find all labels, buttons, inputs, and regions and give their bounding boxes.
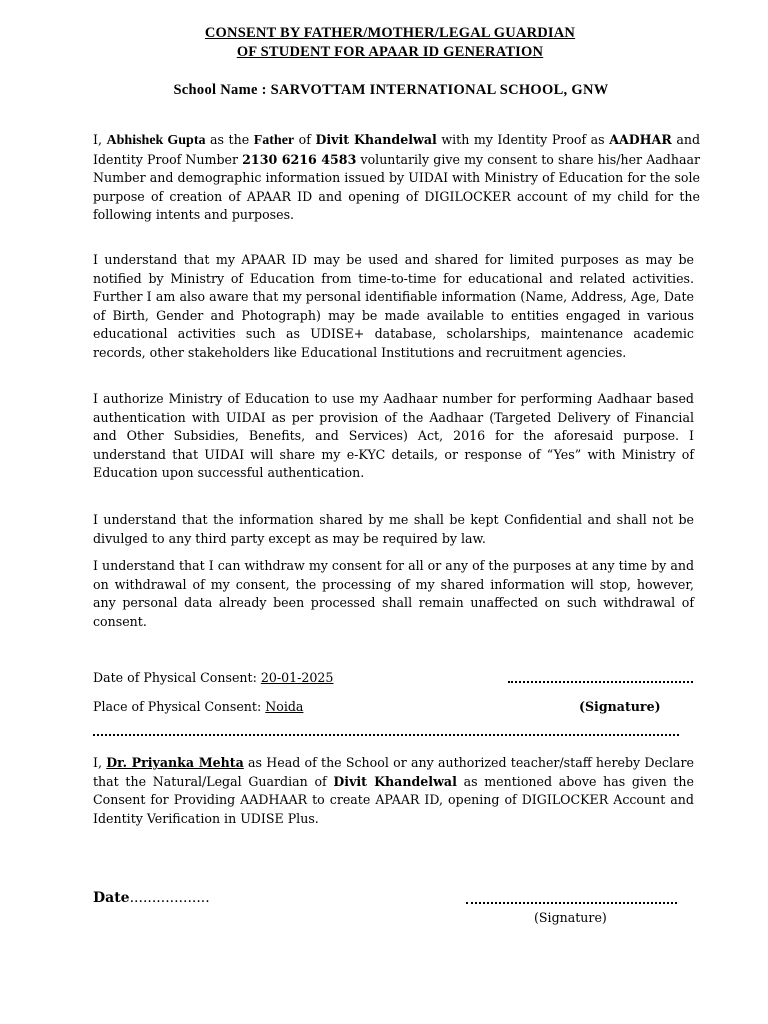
student-name: Divit Khandelwal <box>315 132 437 147</box>
physical-date-value: 20-01-2025 <box>260 670 334 685</box>
head-signature-label: (Signature) <box>534 910 607 925</box>
physical-consent-date <box>93 670 333 685</box>
declaration-student-name: Divit Khandelwal <box>333 773 457 789</box>
text-fragment: voluntarily give my consent to share his/her Aadhaar Number and demographic information issued by UIDAI with Ministry of Education for the sole purpose of creation of APAAR ID and opening of DIGILOCKER account of my child for the following intents and purposes. <box>93 151 701 223</box>
school-label: School Name : <box>173 82 271 98</box>
footer-date-dots: .................. <box>129 890 210 906</box>
id-proof-type: AADHAR <box>609 132 672 147</box>
text-fragment: as mentioned above has given the Consent for Providing AADHAAR to create APAAR ID, opening of DIGILOCKER Account and Identity Verification in UDISE Plus. <box>93 773 694 826</box>
school-name-line <box>0 82 768 99</box>
head-signature-line <box>466 892 677 904</box>
text-fragment: I, <box>93 132 107 147</box>
declaration-paragraph <box>93 754 694 828</box>
text-fragment: with my Identity Proof as <box>436 132 610 147</box>
parent-signature-label: (Signature) <box>579 699 661 714</box>
consent-paragraph-1 <box>93 131 700 225</box>
consent-paragraph-2: I understand that my APAAR ID may be used and shared for limited purposes as may be notified by Ministry of Education from time-to-time for educational and related activities. Further I am also aware that my personal identifiable information (Name, Address, Age, Date of Birth, Gender and Photograph) may be made available to entities engaged in various educational activities such as UDISE+ database, scholarships, maintenance academic records, other stakeholders like Educational Institutions and recruitment agencies. <box>93 252 694 360</box>
consent-paragraph-4: I understand that the information shared by me shall be kept Confidential and shall not be divulged to any third party except as may be required by law. <box>93 512 694 546</box>
consent-paragraph-5: I understand that I can withdraw my consent for all or any of the purposes at any time by and on withdrawal of my consent, the processing of my shared information will stop, however, any personal data already been processed shall remain unaffected on such withdrawal of consent. <box>93 558 694 629</box>
text-fragment: I, <box>93 755 107 770</box>
relation: Father <box>253 133 295 148</box>
head-name: Dr. Priyanka Mehta <box>106 755 244 770</box>
form-title-line-1: CONSENT BY FATHER/MOTHER/LEGAL GUARDIAN <box>204 25 576 41</box>
form-title-line-2: OF STUDENT FOR APAAR ID GENERATION <box>236 44 544 60</box>
footer-date-label: Date <box>93 890 130 906</box>
text-fragment: as the <box>205 132 254 147</box>
physical-place-value: Noida <box>265 699 304 714</box>
text-fragment: and Identity Proof Number <box>93 132 701 167</box>
section-divider <box>93 728 679 736</box>
consent-paragraph-3: I authorize Ministry of Education to use my Aadhaar number for performing Aadhaar based authentication with UIDAI as per provision of the Aadhaar (Targeted Delivery of Financial and Other Subsidies, Benefits, and Services) Act, 2016 for the aforesaid purpose. I understand that UIDAI will share my e-KYC details, or response of “Yes” with Ministry of Education upon successful authentication. <box>93 391 694 481</box>
footer-date <box>93 890 210 906</box>
school-name: SARVOTTAM INTERNATIONAL SCHOOL, GNW <box>270 82 609 98</box>
physical-date-label: Date of Physical Consent: <box>93 670 261 685</box>
parent-signature-line <box>508 671 693 683</box>
physical-place-label: Place of Physical Consent: <box>93 699 266 714</box>
id-number: 2130 6216 4583 <box>242 151 357 167</box>
parent-name: Abhishek Gupta <box>106 133 206 148</box>
physical-consent-place <box>93 699 303 714</box>
text-fragment: of <box>294 132 316 147</box>
text-fragment: as Head of the School or any authorized teacher/staff hereby Declare that the Natural/Legal Guardian of <box>93 755 694 789</box>
